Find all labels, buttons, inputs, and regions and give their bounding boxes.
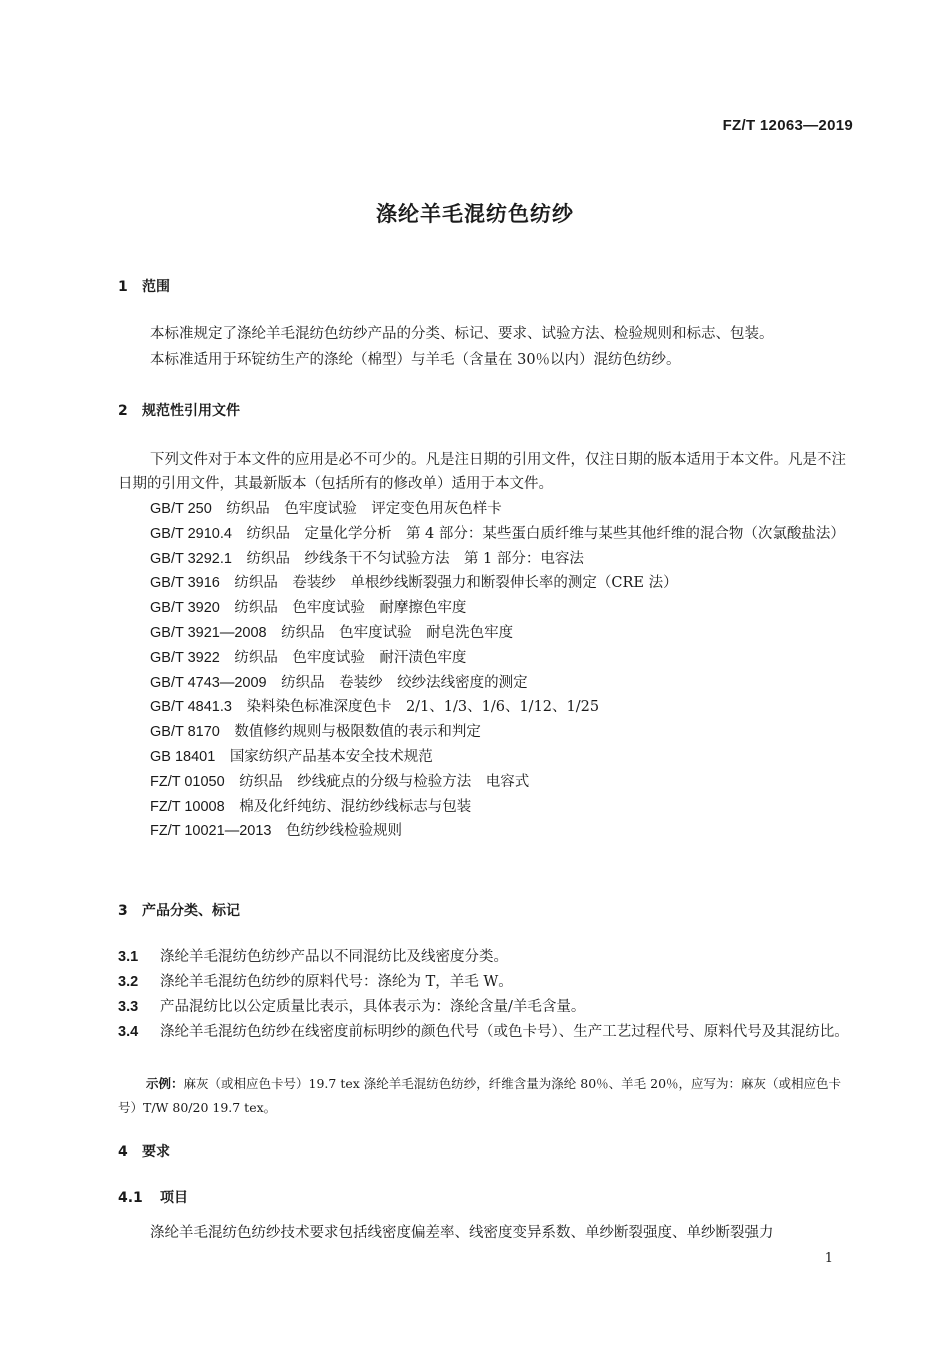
reference-title: 棉及化纤纯纺、混纺纱线标志与包装 (239, 798, 472, 815)
document-title: 涤纶羊毛混纺色纺纱 (376, 202, 574, 226)
reference-code: GB 18401 (150, 748, 216, 765)
clause-number: 3.3 (118, 999, 139, 1015)
reference-item (118, 745, 858, 770)
reference-title: 纺织品 色牢度试验 评定变色用灰色样卡 (226, 501, 502, 517)
reference-code: GB/T 3922 (150, 649, 220, 666)
clause-text: 涤纶羊毛混纺色纺纱在线密度前标明纱的颜色代号（或色卡号）、生产工艺过程代号、原料代号及其混纺比。 (160, 1024, 849, 1040)
section-title: 规范性引用文件 (142, 403, 240, 419)
example-text: 麻灰（或相应色卡号）19.7 tex 涤纶羊毛混纺色纺纱，纤维含量为涤纶 80％、羊毛 20％，应写为：麻灰（或相应色卡号）T/W 80/20 19.7 tex。 (118, 1076, 842, 1115)
clause-number: 3.4 (118, 1024, 139, 1040)
reference-title: 国家纺织产品基本安全技术规范 (229, 748, 433, 765)
reference-item (118, 646, 858, 671)
reference-item (118, 621, 858, 646)
reference-code: FZ/T 10021—2013 (150, 823, 272, 840)
reference-title: 染料染色标准深度色卡 2/1、1/3、1/6、1/12、1/25 (246, 699, 600, 716)
reference-item (118, 671, 858, 696)
reference-list (118, 497, 858, 844)
reference-title: 色纺纱线检验规则 (285, 823, 402, 840)
example-label: 示例： (146, 1076, 184, 1091)
reference-item (118, 596, 858, 621)
example-note (118, 1072, 858, 1120)
clause-number: 3.2 (118, 974, 139, 990)
clause-3-4 (118, 1020, 858, 1044)
clause-3-1 (118, 945, 858, 969)
reference-code: GB/T 3921—2008 (150, 624, 267, 641)
clause-number: 3.1 (118, 949, 139, 965)
reference-code: GB/T 3292.1 (150, 550, 232, 567)
section-1-heading (118, 276, 170, 296)
reference-title: 纺织品 纱线疵点的分级与检验方法 电容式 (239, 773, 530, 790)
scope-paragraph-2: 本标准适用于环锭纺生产的涤纶（棉型）与羊毛（含量在 30％以内）混纺色纺纱。 (150, 352, 681, 368)
reference-title: 数值修约规则与极限数值的表示和判定 (234, 724, 481, 741)
reference-code: FZ/T 10008 (150, 798, 225, 815)
reference-item (118, 522, 858, 547)
subsection-number: 4.1 (118, 1190, 143, 1206)
reference-title: 纺织品 色牢度试验 耐汗渍色牢度 (234, 649, 467, 666)
reference-item (118, 695, 858, 720)
subsection-4-1-heading (118, 1187, 188, 1207)
reference-title: 纺织品 定量化学分析 第 4 部分：某些蛋白质纤维与某些其他纤维的混合物（次氯酸盐法） (246, 525, 845, 542)
scope-paragraph-1: 本标准规定了涤纶羊毛混纺色纺纱产品的分类、标记、要求、试验方法、检验规则和标志、包装。 (150, 326, 774, 342)
reference-title: 纺织品 色牢度试验 耐皂洗色牢度 (281, 624, 514, 641)
clause-3-3 (118, 995, 858, 1019)
reference-item (118, 547, 858, 572)
section-number: 4 (118, 1144, 128, 1160)
reference-title: 纺织品 卷装纱 绞纱法线密度的测定 (281, 674, 528, 691)
reference-code: GB/T 250 (150, 501, 212, 517)
reference-code: GB/T 4743—2009 (150, 674, 267, 691)
section-title: 要求 (142, 1144, 170, 1160)
reference-title: 纺织品 卷装纱 单根纱线断裂强力和断裂伸长率的测定（CRE 法） (234, 575, 678, 592)
requirements-paragraph: 涤纶羊毛混纺色纺纱技术要求包括线密度偏差率、线密度变异系数、单纱断裂强度、单纱断裂强力 (150, 1225, 774, 1241)
section-3-heading (118, 900, 240, 920)
reference-title: 纺织品 纱线条干不匀试验方法 第 1 部分：电容法 (246, 550, 584, 567)
reference-code: GB/T 4841.3 (150, 699, 232, 716)
reference-item (118, 720, 858, 745)
section-2-heading (118, 400, 240, 420)
reference-code: GB/T 3916 (150, 575, 220, 592)
section-number: 3 (118, 903, 128, 919)
clause-text: 涤纶羊毛混纺色纺纱的原料代号：涤纶为 T，羊毛 W。 (160, 974, 513, 990)
subsection-title: 项目 (160, 1190, 188, 1206)
reference-code: FZ/T 01050 (150, 773, 225, 790)
clause-text: 涤纶羊毛混纺色纺纱产品以不同混纺比及线密度分类。 (160, 949, 508, 965)
section-4-heading (118, 1141, 170, 1161)
reference-item (118, 819, 858, 844)
reference-item (118, 770, 858, 795)
standard-code: FZ/T 12063—2019 (722, 117, 853, 134)
reference-code: GB/T 8170 (150, 724, 220, 741)
reference-item (118, 795, 858, 820)
page-number: 1 (824, 1251, 833, 1266)
reference-title: 纺织品 色牢度试验 耐摩擦色牢度 (234, 600, 467, 617)
clause-3-2 (118, 970, 858, 994)
reference-item (118, 497, 858, 522)
section-number: 2 (118, 403, 128, 419)
reference-code: GB/T 2910.4 (150, 525, 232, 542)
section-title: 产品分类、标记 (142, 903, 240, 919)
reference-item (118, 571, 858, 596)
clause-text: 产品混纺比以公定质量比表示，具体表示为：涤纶含量/羊毛含量。 (160, 999, 586, 1015)
section-title: 范围 (142, 279, 170, 295)
references-intro: 下列文件对于本文件的应用是必不可少的。凡是注日期的引用文件，仅注日期的版本适用于本文件。凡是不注日期的引用文件，其最新版本（包括所有的修改单）适用于本文件。 (118, 452, 846, 492)
reference-code: GB/T 3920 (150, 600, 220, 617)
section-number: 1 (118, 279, 128, 295)
